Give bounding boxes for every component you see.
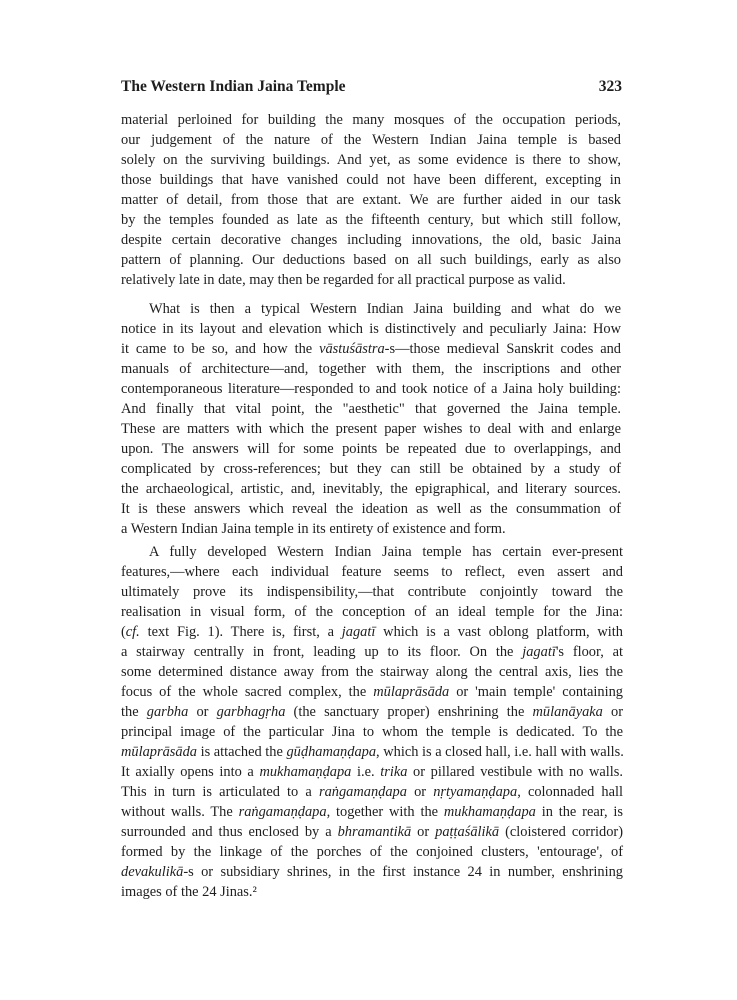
text-line: images of the 24 Jinas.² xyxy=(121,884,257,900)
text-line: principal image of the particular Jina to whom the temple is dedicated. To the xyxy=(121,724,623,740)
text-line: matter of detail, from those that are extant. We are further aided in our task xyxy=(121,192,621,208)
text-line: it came to be so, and how the vāstuśāstra-s—those medieval Sanskrit codes and xyxy=(121,341,621,357)
text-line: focus of the whole sacred complex, the mūlaprāsāda or 'main temple' containing xyxy=(121,684,623,700)
text-line: surrounded and thus enclosed by a bhramantikā or paṭṭaśālikā (cloistered corridor) xyxy=(121,824,623,840)
text-line: These are matters with which the present paper wishes to deal with and enlarge xyxy=(121,421,621,437)
text-line: the garbha or garbhagṛha (the sanctuary proper) enshrining the mūlanāyaka or xyxy=(121,704,624,720)
text-line: ultimately prove its indispensibility,—that contribute conjointly toward the xyxy=(121,584,623,600)
text-line: What is then a typical Western Indian Jaina building and what do we xyxy=(149,301,621,317)
text-line: realisation in visual form, of the conception of an ideal temple for the Jina: xyxy=(121,604,623,620)
text-line: devakulikā-s or subsidiary shrines, in the first instance 24 in number, enshrining xyxy=(121,864,623,880)
running-title: The Western Indian Jaina Temple xyxy=(121,78,346,95)
text-line: material perloined for building the many mosques of the occupation periods, xyxy=(121,112,621,128)
text-line: without walls. The raṅgamaṇḍapa, together with the mukhamaṇḍapa in the rear, is xyxy=(121,804,623,820)
text-line: upon. The answers will for some points be repeated due to overlappings, and xyxy=(121,441,621,457)
text-line: It axially opens into a mukhamaṇḍapa i.e. trika or pillared vestibule with no walls. xyxy=(121,764,624,780)
text-line: complicated by cross-references; but they can still be obtained by a study of xyxy=(121,461,621,477)
text-line: relatively late in date, may then be regarded for all practical purpose as valid. xyxy=(121,272,566,288)
text-line: mūlaprāsāda is attached the gūḍhamaṇḍapa, which is a closed hall, i.e. hall with walls. xyxy=(121,744,624,760)
text-line: This in turn is articulated to a raṅgamaṇḍapa or nṛtyamaṇḍapa, colonnaded hall xyxy=(121,784,624,800)
text-line: solely on the surviving buildings. And yet, as some evidence is there to show, xyxy=(121,152,621,168)
text-line: features,—where each individual feature seems to reflect, even assert and xyxy=(121,564,623,580)
text-line: those buildings that have vanished could not have been different, excepting in xyxy=(121,172,621,188)
text-line: by the temples founded as late as the fifteenth century, but which still follow, xyxy=(121,212,621,228)
text-line: It is these answers which reveal the ideation as well as the consummation of xyxy=(121,501,621,517)
text-line: the archaeological, artistic, and, inevitably, the epigraphical, and literary sources. xyxy=(121,481,621,497)
paragraph-1 xyxy=(121,110,621,290)
text-line: (cf. text Fig. 1). There is, first, a jagatī which is a vast oblong platform, with xyxy=(121,624,623,640)
paragraph-2 xyxy=(121,299,621,539)
text-line: And finally that vital point, the "aesthetic" that governed the Jaina temple. xyxy=(121,401,621,417)
text-line: notice in its layout and elevation which is distinctively and peculiarly Jaina: How xyxy=(121,321,621,337)
text-line: despite certain decorative changes including innovations, the old, basic Jaina xyxy=(121,232,621,248)
text-line: a stairway centrally in front, leading up to its floor. On the jagatī's floor, at xyxy=(121,644,623,660)
text-line: a Western Indian Jaina temple in its entirety of existence and form. xyxy=(121,521,506,537)
text-line: contemporaneous literature—responded to and took notice of a Jaina holy building: xyxy=(121,381,621,397)
paragraph-3 xyxy=(121,542,623,902)
text-line: some determined distance away from the stairway along the central axis, lies the xyxy=(121,664,623,680)
text-line: formed by the linkage of the porches of the conjoined clusters, 'entourage', of xyxy=(121,844,623,860)
text-line: pattern of planning. Our deductions based on all such buildings, early as also xyxy=(121,252,621,268)
text-line: A fully developed Western Indian Jaina temple has certain ever-present xyxy=(149,544,623,560)
text-line: manuals of architecture—and, together with them, the inscriptions and other xyxy=(121,361,621,377)
text-line: our judgement of the nature of the Western Indian Jaina temple is based xyxy=(121,132,621,148)
page-number: 323 xyxy=(598,78,622,95)
